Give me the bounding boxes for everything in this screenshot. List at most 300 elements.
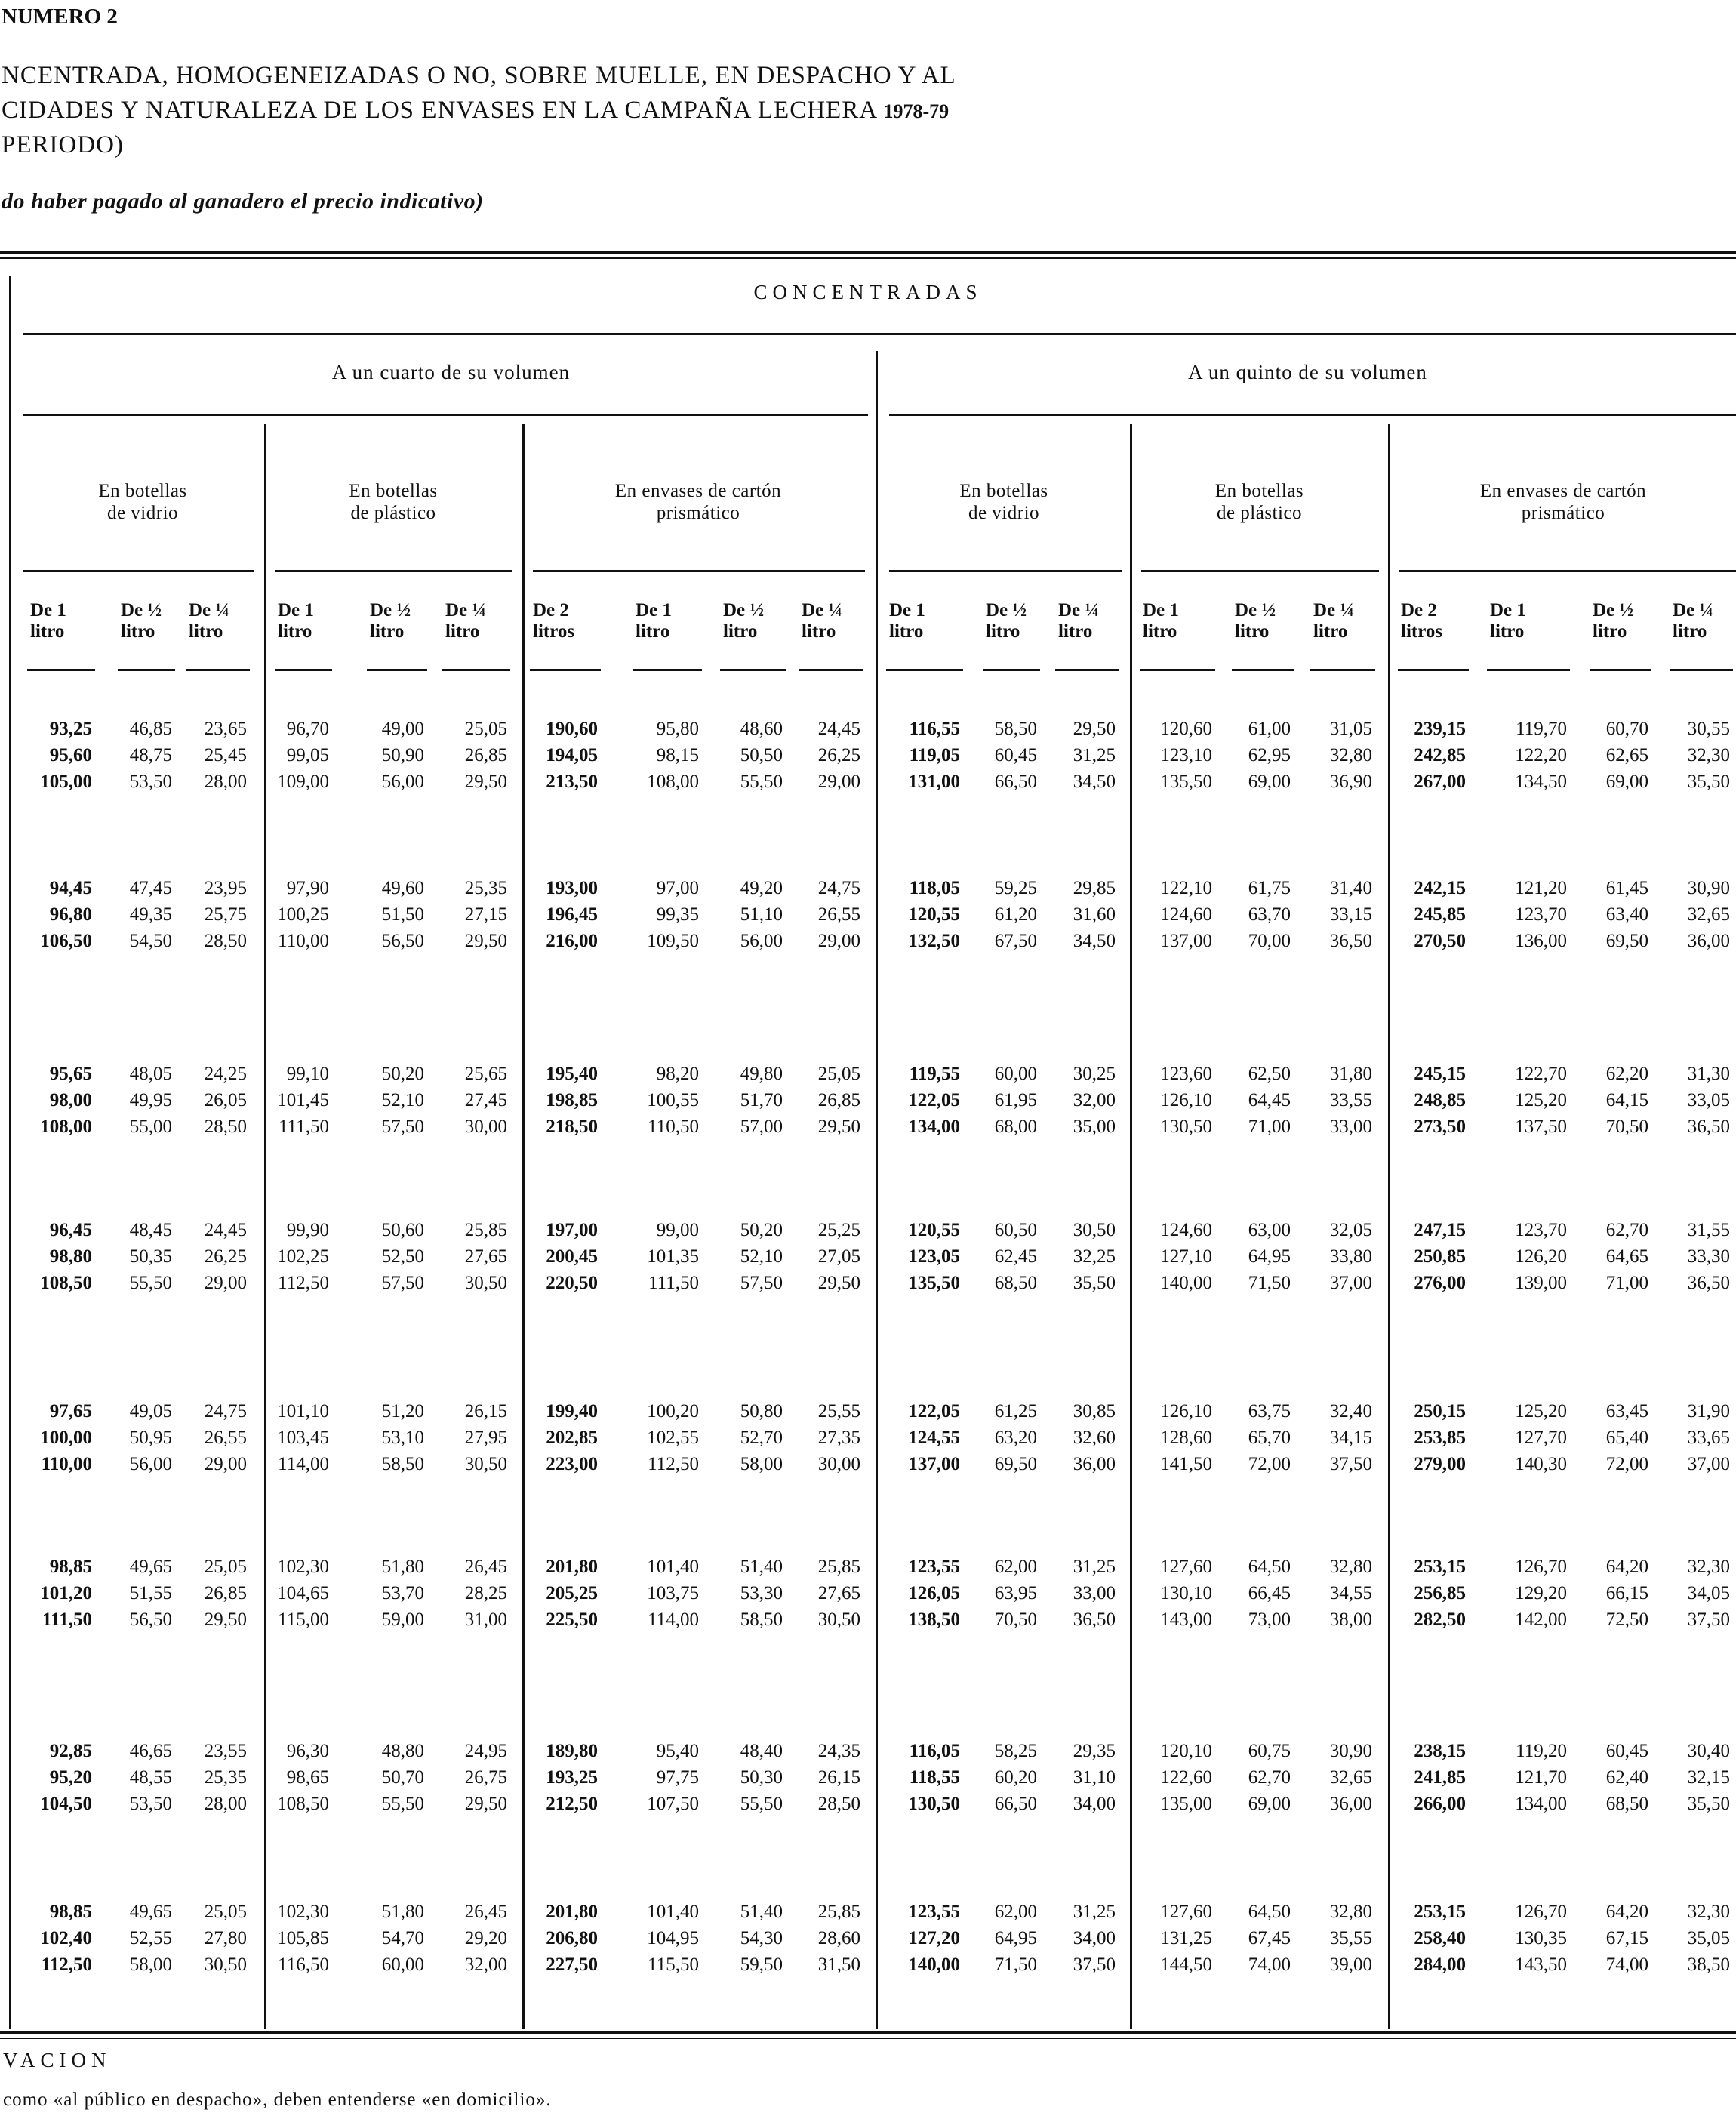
table-cell: 61,25 [994, 1401, 1037, 1422]
table-cell: 25,35 [204, 1767, 247, 1788]
table-cell: 202,85 [546, 1428, 598, 1448]
table-cell: 56,00 [740, 931, 783, 951]
table-cell: 24,45 [817, 719, 860, 739]
unit-header-9: De ½ litro [723, 600, 765, 642]
table-cell: 37,50 [1687, 1609, 1730, 1630]
table-cell: 63,70 [1248, 904, 1291, 925]
table-cell: 47,45 [129, 878, 172, 898]
table-cell: 218,50 [546, 1117, 598, 1137]
table-cell: 64,65 [1605, 1246, 1648, 1267]
packaging-vidrio-cuarto: En botellas de vidrio [98, 481, 187, 523]
table-cell: 95,65 [49, 1064, 92, 1084]
unit-rule [1398, 669, 1469, 671]
table-cell: 53,70 [381, 1583, 424, 1603]
table-cell: 62,65 [1605, 745, 1648, 765]
table-cell: 59,00 [381, 1609, 424, 1630]
table-cell: 137,00 [908, 1454, 960, 1474]
table-cell: 64,95 [994, 1928, 1037, 1948]
table-cell: 35,50 [1687, 772, 1730, 792]
table-cell: 55,50 [740, 772, 783, 792]
table-cell: 105,85 [277, 1928, 329, 1948]
table-cell: 34,50 [1073, 772, 1116, 792]
table-cell: 32,60 [1073, 1428, 1116, 1448]
table-cell: 126,70 [1515, 1557, 1567, 1577]
table-cell: 199,40 [546, 1401, 598, 1422]
table-cell: 97,75 [656, 1767, 699, 1788]
table-top-rule-inner [0, 257, 1736, 259]
packaging-plastico-quinto: En botellas de plástico [1214, 481, 1304, 523]
table-cell: 23,55 [204, 1741, 247, 1761]
banner-concentradas: CONCENTRADAS [753, 281, 983, 303]
table-cell: 51,50 [381, 904, 424, 925]
table-cell: 95,20 [49, 1767, 92, 1788]
table-cell: 122,10 [1160, 878, 1212, 898]
unit-rule [118, 669, 175, 671]
table-cell: 69,00 [1248, 772, 1291, 792]
unit-header-17: De 2 litros [1401, 600, 1443, 642]
table-cell: 250,15 [1414, 1401, 1466, 1422]
packaging-rule [889, 570, 1122, 572]
table-cell: 29,20 [464, 1928, 507, 1948]
table-cell: 51,40 [740, 1902, 783, 1922]
table-cell: 127,20 [908, 1928, 960, 1948]
table-cell: 57,50 [381, 1273, 424, 1293]
table-cell: 63,00 [1248, 1220, 1291, 1240]
table-cell: 28,25 [464, 1583, 507, 1603]
table-cell: 134,50 [1515, 772, 1567, 792]
table-cell: 250,85 [1414, 1246, 1466, 1267]
table-cell: 206,80 [546, 1928, 598, 1948]
table-cell: 106,50 [40, 931, 92, 951]
table-cell: 50,80 [740, 1401, 783, 1422]
table-cell: 95,40 [656, 1741, 699, 1761]
table-cell: 71,50 [994, 1954, 1037, 1975]
table-cell: 67,15 [1605, 1928, 1648, 1948]
table-cell: 122,70 [1515, 1064, 1567, 1084]
table-cell: 60,00 [381, 1954, 424, 1975]
table-cell: 61,45 [1605, 878, 1648, 898]
table-cell: 27,45 [464, 1090, 507, 1110]
unit-rule [720, 669, 786, 671]
table-cell: 136,00 [1515, 931, 1567, 951]
table-cell: 100,55 [647, 1090, 699, 1110]
table-cell: 27,35 [817, 1428, 860, 1448]
table-cell: 98,00 [49, 1090, 92, 1110]
table-cell: 96,70 [286, 719, 329, 739]
subtitle: do haber pagado al ganadero el precio indicativo) [2, 189, 484, 214]
table-cell: 193,25 [546, 1767, 598, 1788]
table-cell: 242,15 [1414, 878, 1466, 898]
packaging-rule [275, 570, 512, 572]
table-cell: 279,00 [1414, 1454, 1466, 1474]
table-cell: 120,55 [908, 1220, 960, 1240]
unit-rule [367, 669, 427, 671]
table-cell: 108,00 [647, 772, 699, 792]
table-cell: 63,20 [994, 1428, 1037, 1448]
table-cell: 122,60 [1160, 1767, 1212, 1788]
table-cell: 111,50 [42, 1609, 92, 1630]
table-cell: 30,00 [817, 1454, 860, 1474]
table-cell: 31,90 [1687, 1401, 1730, 1422]
table-cell: 55,50 [740, 1794, 783, 1814]
table-cell: 62,00 [994, 1902, 1037, 1922]
table-cell: 37,00 [1687, 1454, 1730, 1474]
table-cell: 53,30 [740, 1583, 783, 1603]
table-cell: 143,50 [1515, 1954, 1567, 1975]
table-cell: 139,00 [1515, 1273, 1567, 1293]
table-cell: 212,50 [546, 1794, 598, 1814]
table-cell: 25,05 [204, 1557, 247, 1577]
table-cell: 124,60 [1160, 1220, 1212, 1240]
table-cell: 197,00 [546, 1220, 598, 1240]
table-cell: 111,50 [279, 1117, 329, 1137]
table-cell: 24,45 [204, 1220, 247, 1240]
table-cell: 30,90 [1687, 878, 1730, 898]
table-cell: 108,00 [40, 1117, 92, 1137]
table-cell: 50,30 [740, 1767, 783, 1788]
unit-rule [530, 669, 601, 671]
table-cell: 266,00 [1414, 1794, 1466, 1814]
table-cell: 120,10 [1160, 1741, 1212, 1761]
table-cell: 31,40 [1329, 878, 1372, 898]
table-cell: 123,60 [1160, 1064, 1212, 1084]
table-cell: 32,40 [1329, 1401, 1372, 1422]
table-cell: 100,00 [40, 1428, 92, 1448]
table-cell: 104,65 [277, 1583, 329, 1603]
table-cell: 253,15 [1414, 1902, 1466, 1922]
table-cell: 50,70 [381, 1767, 424, 1788]
table-cell: 101,40 [647, 1902, 699, 1922]
title-line-3: PERIODO) [2, 131, 124, 159]
unit-header-3: De ¼ litro [189, 600, 230, 642]
table-cell: 36,90 [1329, 772, 1372, 792]
packaging-vidrio-quinto: En botellas de vidrio [959, 481, 1048, 523]
unit-header-2: De ½ litro [121, 600, 162, 642]
table-cell: 62,95 [1248, 745, 1291, 765]
table-cell: 123,10 [1160, 745, 1212, 765]
table-cell: 58,00 [129, 1954, 172, 1975]
table-cell: 196,45 [546, 904, 598, 925]
table-cell: 130,50 [908, 1794, 960, 1814]
unit-header-11: De 1 litro [889, 600, 925, 642]
table-cell: 33,30 [1687, 1246, 1730, 1267]
table-cell: 98,20 [656, 1064, 699, 1084]
table-cell: 198,85 [546, 1090, 598, 1110]
table-cell: 126,20 [1515, 1246, 1567, 1267]
table-cell: 124,60 [1160, 904, 1212, 925]
unit-rule [1670, 669, 1733, 671]
table-cell: 101,40 [647, 1557, 699, 1577]
table-cell: 32,65 [1329, 1767, 1372, 1788]
table-cell: 32,80 [1329, 745, 1372, 765]
table-cell: 98,15 [656, 745, 699, 765]
table-cell: 97,90 [286, 878, 329, 898]
table-cell: 66,50 [994, 1794, 1037, 1814]
footnote: como «al público en despacho», deben entenderse «en domicilio». [3, 2090, 552, 2110]
unit-header-20: De ¼ litro [1673, 600, 1714, 642]
table-cell: 48,75 [129, 745, 172, 765]
table-cell: 26,55 [204, 1428, 247, 1448]
table-cell: 28,60 [817, 1928, 860, 1948]
table-cell: 26,15 [817, 1767, 860, 1788]
table-cell: 140,00 [1160, 1273, 1212, 1293]
table-cell: 129,20 [1515, 1583, 1567, 1603]
table-cell: 35,05 [1687, 1928, 1730, 1948]
table-cell: 270,50 [1414, 931, 1466, 951]
packaging-carton-cuarto: En envases de cartón prismático [614, 481, 782, 523]
table-cell: 135,00 [1160, 1794, 1212, 1814]
table-cell: 108,50 [277, 1794, 329, 1814]
table-cell: 32,30 [1687, 1902, 1730, 1922]
table-cell: 140,30 [1515, 1454, 1567, 1474]
table-cell: 31,25 [1073, 1902, 1116, 1922]
table-cell: 122,05 [908, 1090, 960, 1110]
table-cell: 26,85 [464, 745, 507, 765]
table-cell: 66,15 [1605, 1583, 1648, 1603]
table-cell: 65,40 [1605, 1428, 1648, 1448]
table-cell: 49,65 [129, 1557, 172, 1577]
table-cell: 28,50 [204, 931, 247, 951]
table-cell: 29,00 [204, 1273, 247, 1293]
table-cell: 245,15 [1414, 1064, 1466, 1084]
table-cell: 30,50 [464, 1454, 507, 1474]
table-cell: 61,75 [1248, 878, 1291, 898]
table-cell: 29,50 [464, 772, 507, 792]
table-cell: 118,05 [909, 878, 960, 898]
table-cell: 35,50 [1687, 1794, 1730, 1814]
table-cell: 29,85 [1073, 878, 1116, 898]
table-cell: 56,00 [381, 772, 424, 792]
table-top-rule [0, 251, 1736, 254]
table-cell: 95,80 [656, 719, 699, 739]
table-cell: 25,05 [817, 1064, 860, 1084]
table-cell: 276,00 [1414, 1273, 1466, 1293]
table-cell: 31,00 [464, 1609, 507, 1630]
table-cell: 135,50 [908, 1273, 960, 1293]
table-cell: 123,70 [1515, 904, 1567, 925]
table-cell: 59,25 [994, 878, 1037, 898]
table-cell: 34,55 [1329, 1583, 1372, 1603]
table-cell: 62,50 [1248, 1064, 1291, 1084]
table-cell: 71,50 [1248, 1273, 1291, 1293]
unit-header-8: De 1 litro [636, 600, 672, 642]
table-cell: 99,90 [286, 1220, 329, 1240]
table-cell: 67,50 [994, 931, 1037, 951]
table-cell: 132,50 [908, 931, 960, 951]
table-cell: 201,80 [546, 1902, 598, 1922]
table-cell: 29,50 [1073, 719, 1116, 739]
table-cell: 32,25 [1073, 1246, 1116, 1267]
table-cell: 116,05 [909, 1741, 960, 1761]
group-rule-quinto [889, 414, 1736, 416]
table-cell: 98,85 [49, 1902, 92, 1922]
table-cell: 73,00 [1248, 1609, 1291, 1630]
table-cell: 27,05 [817, 1246, 860, 1267]
table-cell: 50,20 [381, 1064, 424, 1084]
table-cell: 26,15 [464, 1401, 507, 1422]
table-cell: 247,15 [1414, 1220, 1466, 1240]
table-cell: 66,45 [1248, 1583, 1291, 1603]
table-cell: 38,00 [1329, 1609, 1372, 1630]
table-cell: 61,00 [1248, 719, 1291, 739]
table-cell: 32,80 [1329, 1557, 1372, 1577]
table-cell: 51,55 [129, 1583, 172, 1603]
table-cell: 108,50 [40, 1273, 92, 1293]
unit-rule [275, 669, 332, 671]
table-cell: 120,55 [908, 904, 960, 925]
table-cell: 48,55 [129, 1767, 172, 1788]
unit-header-5: De ½ litro [370, 600, 411, 642]
table-cell: 256,85 [1414, 1583, 1466, 1603]
packaging-rule [1399, 570, 1736, 572]
table-cell: 30,50 [817, 1609, 860, 1630]
table-cell: 205,25 [546, 1583, 598, 1603]
unit-rule [886, 669, 963, 671]
table-cell: 33,05 [1687, 1090, 1730, 1110]
table-cell: 127,60 [1160, 1557, 1212, 1577]
table-cell: 32,00 [1073, 1090, 1116, 1110]
table-cell: 119,05 [909, 745, 960, 765]
table-cell: 220,50 [546, 1273, 598, 1293]
table-cell: 26,85 [204, 1583, 247, 1603]
table-cell: 33,65 [1687, 1428, 1730, 1448]
table-cell: 137,50 [1515, 1117, 1567, 1137]
table-cell: 27,65 [817, 1583, 860, 1603]
table-cell: 49,60 [381, 878, 424, 898]
table-cell: 28,50 [817, 1794, 860, 1814]
table-cell: 123,55 [908, 1902, 960, 1922]
table-cell: 32,30 [1687, 1557, 1730, 1577]
table-cell: 27,95 [464, 1428, 507, 1448]
table-cell: 26,25 [817, 745, 860, 765]
table-cell: 119,70 [1516, 719, 1567, 739]
table-cell: 57,00 [740, 1117, 783, 1137]
table-cell: 29,00 [817, 931, 860, 951]
packaging-plastico-cuarto: En botellas de plástico [349, 481, 438, 523]
table-cell: 55,50 [129, 1273, 172, 1293]
table-cell: 38,50 [1687, 1954, 1730, 1975]
table-cell: 60,75 [1248, 1741, 1291, 1761]
table-cell: 25,35 [464, 878, 507, 898]
table-cell: 50,35 [129, 1246, 172, 1267]
table-cell: 138,50 [908, 1609, 960, 1630]
table-cell: 37,00 [1329, 1273, 1372, 1293]
unit-rule [1055, 669, 1119, 671]
table-cell: 72,50 [1605, 1609, 1648, 1630]
table-cell: 100,20 [647, 1401, 699, 1422]
table-cell: 50,90 [381, 745, 424, 765]
table-cell: 25,85 [817, 1557, 860, 1577]
table-cell: 62,00 [994, 1557, 1037, 1577]
table-cell: 33,80 [1329, 1246, 1372, 1267]
unit-rule [799, 669, 863, 671]
table-cell: 123,55 [908, 1557, 960, 1577]
table-cell: 114,00 [278, 1454, 329, 1474]
table-cell: 32,00 [464, 1954, 507, 1975]
table-cell: 26,25 [204, 1246, 247, 1267]
table-cell: 31,25 [1073, 745, 1116, 765]
observation-heading: VACION [3, 2049, 112, 2071]
table-cell: 30,90 [1329, 1741, 1372, 1761]
table-cell: 51,20 [381, 1401, 424, 1422]
table-cell: 104,95 [647, 1928, 699, 1948]
table-cell: 115,00 [278, 1609, 329, 1630]
table-cell: 53,10 [381, 1428, 424, 1448]
table-bottom-rule [0, 2031, 1736, 2034]
table-cell: 26,45 [464, 1902, 507, 1922]
table-cell: 103,75 [647, 1583, 699, 1603]
table-cell: 99,00 [656, 1220, 699, 1240]
unit-rule [1232, 669, 1294, 671]
unit-header-1: De 1 litro [30, 600, 66, 642]
table-cell: 111,50 [648, 1273, 699, 1293]
table-cell: 102,30 [277, 1902, 329, 1922]
table-cell: 57,50 [740, 1273, 783, 1293]
table-cell: 114,00 [648, 1609, 699, 1630]
table-cell: 68,50 [994, 1273, 1037, 1293]
table-cell: 32,65 [1687, 904, 1730, 925]
table-cell: 124,55 [908, 1428, 960, 1448]
table-cell: 239,15 [1414, 719, 1466, 739]
unit-header-14: De 1 litro [1143, 600, 1179, 642]
table-cell: 49,20 [740, 878, 783, 898]
table-cell: 37,50 [1329, 1454, 1372, 1474]
table-cell: 56,50 [381, 931, 424, 951]
table-cell: 241,85 [1414, 1767, 1466, 1788]
group-separator [876, 351, 878, 2029]
unit-header-18: De 1 litro [1490, 600, 1526, 642]
table-cell: 32,05 [1329, 1220, 1372, 1240]
table-cell: 39,00 [1329, 1954, 1372, 1975]
table-cell: 31,60 [1073, 904, 1116, 925]
table-cell: 52,10 [740, 1246, 783, 1267]
table-cell: 69,00 [1605, 772, 1648, 792]
unit-header-13: De ¼ litro [1058, 600, 1100, 642]
table-cell: 33,00 [1073, 1583, 1116, 1603]
table-cell: 29,50 [204, 1609, 247, 1630]
table-cell: 25,45 [204, 745, 247, 765]
table-cell: 134,00 [1515, 1794, 1567, 1814]
unit-header-12: De ½ litro [986, 600, 1027, 642]
table-cell: 34,00 [1073, 1794, 1116, 1814]
table-cell: 69,50 [1605, 931, 1648, 951]
table-cell: 56,50 [129, 1609, 172, 1630]
table-cell: 29,50 [464, 931, 507, 951]
table-cell: 126,10 [1160, 1401, 1212, 1422]
table-cell: 143,00 [1160, 1609, 1212, 1630]
table-cell: 99,35 [656, 904, 699, 925]
table-cell: 49,00 [381, 719, 424, 739]
column-separator [264, 424, 266, 2029]
table-cell: 130,50 [1160, 1117, 1212, 1137]
table-cell: 119,20 [1516, 1741, 1567, 1761]
table-cell: 52,55 [129, 1928, 172, 1948]
table-cell: 50,95 [129, 1428, 172, 1448]
table-cell: 29,00 [204, 1454, 247, 1474]
table-cell: 131,25 [1160, 1928, 1212, 1948]
table-cell: 24,75 [204, 1401, 247, 1422]
column-separator [1388, 424, 1390, 2029]
table-cell: 27,65 [464, 1246, 507, 1267]
table-cell: 242,85 [1414, 745, 1466, 765]
unit-rule [1140, 669, 1215, 671]
table-cell: 104,50 [40, 1794, 92, 1814]
table-cell: 68,50 [1605, 1794, 1648, 1814]
table-cell: 24,35 [817, 1741, 860, 1761]
table-cell: 49,80 [740, 1064, 783, 1084]
table-cell: 101,35 [647, 1246, 699, 1267]
table-cell: 51,40 [740, 1557, 783, 1577]
